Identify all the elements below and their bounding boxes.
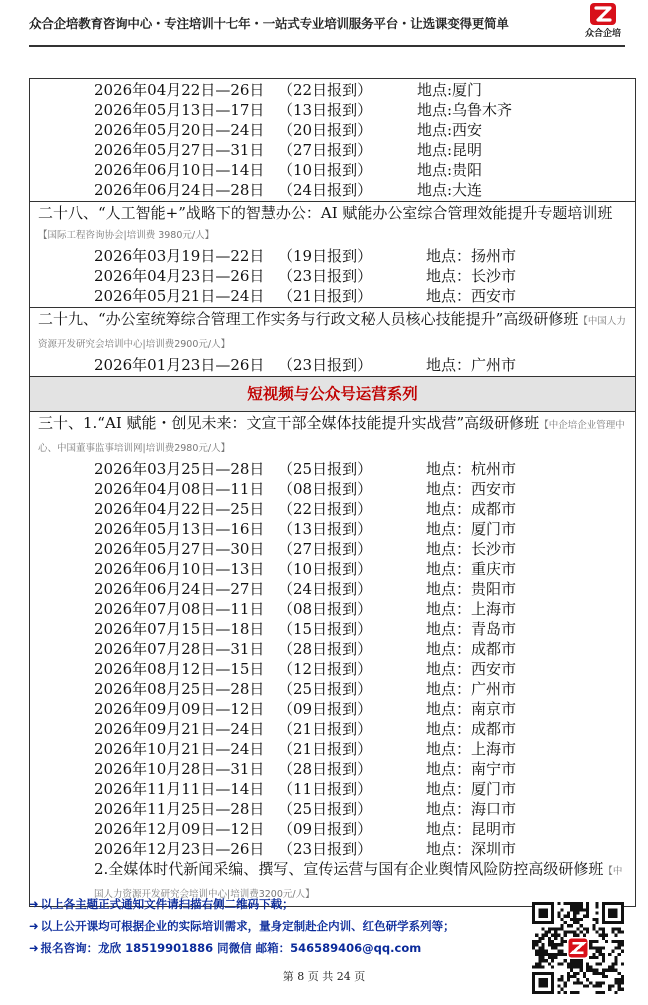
session-report-day: （19日报到） bbox=[278, 247, 373, 265]
arrow-icon: ➜ bbox=[29, 897, 39, 911]
session-date: 2026年01月23日—26日 bbox=[94, 356, 265, 374]
session-row bbox=[38, 679, 627, 699]
session-location: 地点：长沙市 bbox=[426, 540, 517, 558]
course-tag: 【中国人力资源开发研究会培训中心|培训费2900元/人】 bbox=[38, 316, 626, 350]
session-row bbox=[38, 286, 627, 306]
session-location: 地点：西安市 bbox=[426, 660, 517, 678]
session-report-day: （10日报到） bbox=[278, 161, 373, 179]
session-report-day: （24日报到） bbox=[278, 580, 373, 598]
session-location: 地点：长沙市 bbox=[426, 267, 517, 285]
session-row bbox=[38, 619, 627, 639]
page-header bbox=[29, 0, 625, 44]
session-location: 地点：青岛市 bbox=[426, 620, 517, 638]
session-date: 2026年12月23日—26日 bbox=[94, 840, 265, 858]
session-row bbox=[38, 266, 627, 286]
session-date: 2026年06月10日—13日 bbox=[94, 560, 265, 578]
session-row bbox=[38, 479, 627, 499]
session-report-day: （25日报到） bbox=[278, 800, 373, 818]
session-report-day: （21日报到） bbox=[278, 740, 373, 758]
session-location: 地点：广州市 bbox=[426, 356, 517, 374]
session-date: 2026年12月09日—12日 bbox=[94, 820, 265, 838]
session-date: 2026年07月08日—11日 bbox=[94, 600, 265, 618]
session-row bbox=[38, 799, 627, 819]
session-report-day: （09日报到） bbox=[278, 820, 373, 838]
session-location: 地点：扬州市 bbox=[426, 247, 517, 265]
session-date: 2026年04月08日—11日 bbox=[94, 480, 265, 498]
course-title: 二十九、“办公室统筹综合管理工作实务与行政文秘人员核心技能提升”高级研修班【中国人力资源开发研究会培训中心|培训费2900元/人】 bbox=[38, 310, 626, 350]
session-row bbox=[38, 559, 627, 579]
course-table bbox=[29, 78, 636, 907]
session-location: 地点：成都市 bbox=[426, 640, 517, 658]
session-location: 地点：广州市 bbox=[426, 680, 517, 698]
session-location: 地点：贵阳市 bbox=[426, 580, 517, 598]
session-location: 地点：厦门市 bbox=[426, 780, 517, 798]
session-report-day: （23日报到） bbox=[278, 356, 373, 374]
session-report-day: （25日报到） bbox=[278, 680, 373, 698]
note-contact: ➜ 报名咨询：龙欣 18519901886 同微信 邮箱：546589406@qq.com bbox=[29, 941, 422, 955]
session-location: 地点:厦门 bbox=[417, 81, 483, 99]
session-date: 2026年07月15日—18日 bbox=[94, 620, 265, 638]
session-location: 地点:大连 bbox=[417, 181, 483, 199]
session-date: 2026年09月09日—12日 bbox=[94, 700, 265, 718]
course-title: 二十八、“人工智能+”战略下的智慧办公：AI 赋能办公室综合管理效能提升专题培训班【国际工程咨询协会|培训费 3980元/人】 bbox=[38, 204, 613, 241]
session-date: 2026年08月12日—15日 bbox=[94, 660, 265, 678]
session-location: 地点:乌鲁木齐 bbox=[417, 101, 513, 119]
session-location: 地点：南京市 bbox=[426, 700, 517, 718]
session-report-day: （13日报到） bbox=[278, 520, 373, 538]
session-location: 地点：重庆市 bbox=[426, 560, 517, 578]
session-row bbox=[38, 100, 627, 120]
session-report-day: （12日报到） bbox=[278, 660, 373, 678]
session-location: 地点：厦门市 bbox=[426, 520, 517, 538]
header-slogan: 众合企培教育咨询中心・专注培训十七年・一站式专业培训服务平台・让选课变得更简单 bbox=[29, 16, 509, 31]
session-location: 地点：上海市 bbox=[426, 600, 517, 618]
session-date: 2026年08月25日—28日 bbox=[94, 680, 265, 698]
session-report-day: （10日报到） bbox=[278, 560, 373, 578]
session-location: 地点：上海市 bbox=[426, 740, 517, 758]
course-29 bbox=[30, 308, 635, 377]
logo-text: 众合企培 bbox=[584, 29, 621, 39]
session-date: 2026年04月22日—25日 bbox=[94, 500, 265, 518]
session-report-day: （23日报到） bbox=[278, 840, 373, 858]
session-date: 2026年10月21日—24日 bbox=[94, 740, 265, 758]
session-report-day: （24日报到） bbox=[278, 181, 373, 199]
course-subtitle: 2.全媒体时代新闻采编、撰写、宣传运营与国有企业舆情风险防控高级研修班【中国人力资源开发研究会培训中心|培训费3200元/人】 bbox=[94, 860, 623, 900]
session-date: 2026年06月10日—14日 bbox=[94, 161, 265, 179]
session-report-day: （22日报到） bbox=[278, 81, 373, 99]
course-30 bbox=[30, 412, 635, 907]
session-location: 地点:昆明 bbox=[417, 141, 483, 159]
course-tag: 【中国人力资源开发研究会培训中心|培训费3200元/人】 bbox=[94, 866, 623, 900]
logo-mark-icon bbox=[590, 3, 616, 25]
session-row bbox=[38, 839, 627, 859]
session-row bbox=[38, 739, 627, 759]
session-date: 2026年05月27日—30日 bbox=[94, 540, 265, 558]
session-location: 地点：海口市 bbox=[426, 800, 517, 818]
session-location: 地点：成都市 bbox=[426, 720, 517, 738]
session-date: 2026年03月25日—28日 bbox=[94, 460, 265, 478]
session-date: 2026年11月11日—14日 bbox=[94, 780, 265, 798]
session-row bbox=[38, 659, 627, 679]
session-report-day: （22日报到） bbox=[278, 500, 373, 518]
session-row bbox=[38, 779, 627, 799]
session-row bbox=[38, 246, 627, 266]
session-location: 地点：西安市 bbox=[426, 287, 517, 305]
session-report-day: （11日报到） bbox=[278, 780, 373, 798]
session-date: 2026年04月22日—26日 bbox=[94, 81, 265, 99]
arrow-icon: ➜ bbox=[29, 941, 39, 955]
session-location: 地点：昆明市 bbox=[426, 820, 517, 838]
session-row bbox=[38, 180, 627, 200]
footer-notes bbox=[29, 893, 529, 959]
session-row bbox=[38, 160, 627, 180]
session-report-day: （27日报到） bbox=[278, 141, 373, 159]
session-location: 地点：西安市 bbox=[426, 480, 517, 498]
session-date: 2026年11月25日—28日 bbox=[94, 800, 265, 818]
session-row bbox=[38, 599, 627, 619]
course-tag: 【中企培企业管理中心、中国董事监事培训网|培训费2980元/人】 bbox=[38, 420, 625, 454]
course-tag: 【国际工程咨询协会|培训费 3980元/人】 bbox=[38, 230, 215, 241]
session-date: 2026年05月20日—24日 bbox=[94, 121, 265, 139]
session-row bbox=[38, 499, 627, 519]
session-date: 2026年09月21日—24日 bbox=[94, 720, 265, 738]
course-title: 三十、1.“AI 赋能・创见未来：文宣干部全媒体技能提升实战营”高级研修班【中企培企业管理中心、中国董事监事培训网|培训费2980元/人】 bbox=[38, 414, 625, 454]
session-location: 地点：杭州市 bbox=[426, 460, 517, 478]
session-date: 2026年07月28日—31日 bbox=[94, 640, 265, 658]
session-row bbox=[38, 639, 627, 659]
course-28 bbox=[30, 202, 635, 308]
header-divider bbox=[29, 45, 625, 47]
company-logo bbox=[581, 3, 625, 41]
session-row bbox=[38, 355, 627, 375]
session-report-day: （28日报到） bbox=[278, 760, 373, 778]
session-date: 2026年10月28日—31日 bbox=[94, 760, 265, 778]
session-date: 2026年03月19日—22日 bbox=[94, 247, 265, 265]
session-report-day: （21日报到） bbox=[278, 720, 373, 738]
session-report-day: （15日报到） bbox=[278, 620, 373, 638]
session-report-day: （08日报到） bbox=[278, 480, 373, 498]
arrow-icon: ➜ bbox=[29, 919, 39, 933]
session-date: 2026年06月24日—27日 bbox=[94, 580, 265, 598]
session-location: 地点：南宁市 bbox=[426, 760, 517, 778]
session-row bbox=[38, 539, 627, 559]
session-date: 2026年04月23日—26日 bbox=[94, 267, 265, 285]
session-row bbox=[38, 80, 627, 100]
session-date: 2026年06月24日—28日 bbox=[94, 181, 265, 199]
session-report-day: （13日报到） bbox=[278, 101, 373, 119]
session-location: 地点：成都市 bbox=[426, 500, 517, 518]
series-heading: 短视频与公众号运营系列 bbox=[30, 377, 635, 412]
session-row bbox=[38, 519, 627, 539]
session-location: 地点:贵阳 bbox=[417, 161, 483, 179]
session-location: 地点:西安 bbox=[417, 121, 483, 139]
session-row bbox=[38, 140, 627, 160]
session-row bbox=[38, 699, 627, 719]
session-location: 地点：深圳市 bbox=[426, 840, 517, 858]
session-row bbox=[38, 719, 627, 739]
session-date: 2026年05月21日—24日 bbox=[94, 287, 265, 305]
session-report-day: （28日报到） bbox=[278, 640, 373, 658]
session-report-day: （08日报到） bbox=[278, 600, 373, 618]
note-custom-training: ➜ 以上公开课均可根据企业的实际培训需求，量身定制赴企内训、红色研学系列等； bbox=[29, 919, 455, 933]
session-report-day: （09日报到） bbox=[278, 700, 373, 718]
session-row bbox=[38, 579, 627, 599]
session-date: 2026年05月13日—16日 bbox=[94, 520, 265, 538]
session-row bbox=[38, 759, 627, 779]
session-date: 2026年05月13日—17日 bbox=[94, 101, 265, 119]
session-row bbox=[38, 819, 627, 839]
course-27-sessions bbox=[30, 79, 635, 202]
session-row bbox=[38, 120, 627, 140]
session-report-day: （21日报到） bbox=[278, 287, 373, 305]
session-report-day: （20日报到） bbox=[278, 121, 373, 139]
session-report-day: （23日报到） bbox=[278, 267, 373, 285]
session-date: 2026年05月27日—31日 bbox=[94, 141, 265, 159]
session-row bbox=[38, 459, 627, 479]
session-report-day: （25日报到） bbox=[278, 460, 373, 478]
session-report-day: （27日报到） bbox=[278, 540, 373, 558]
note-download: ➜ 以上各主题正式通知文件请扫描右侧二维码下载； bbox=[29, 897, 294, 911]
page-number: 第 8 页 共 24 页 bbox=[282, 970, 366, 983]
